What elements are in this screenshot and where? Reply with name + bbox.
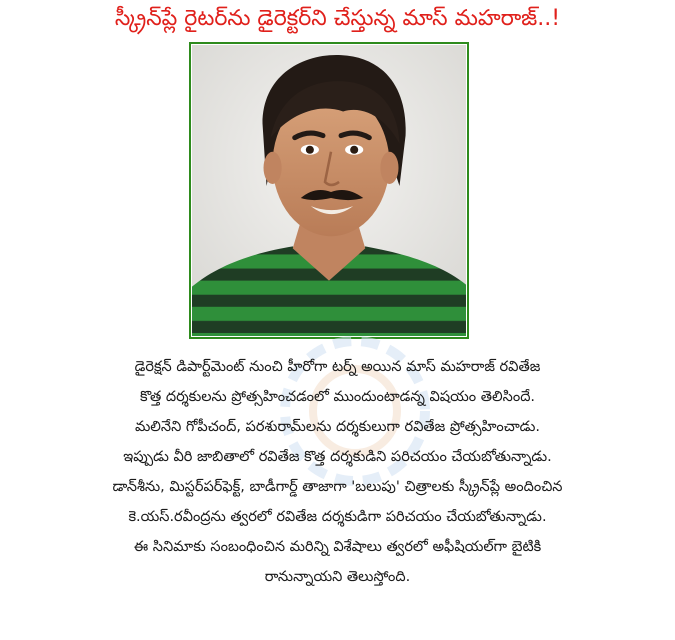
article-body (0, 352, 675, 592)
actor-portrait-image (192, 45, 466, 336)
article-line: ఈ సినిమాకు సంబంధించిన మరిన్ని విశేషాలు త్వరలో అఫీషియల్‌గా బైటికి (133, 539, 542, 555)
page-title: స్క్రీన్‌ప్లే రైటర్‌ను డైరెక్టర్‌ని చేస్తున్న మాస్ మహరాజ్..! (114, 6, 561, 31)
article-line: ఇప్పుడు వీరి జాబితాలో రవితేజ కొత్త దర్శకుడిని పరిచయం చేయబోతున్నాడు. (123, 449, 552, 465)
article-line: డాన్‌శీను, మిస్టర్‌పర్‌ఫెక్ట్, బాడీగార్డ్ తాజాగా 'బలుపు' చిత్రాలకు స్క్రీన్‌ప్లే అందించిన (112, 479, 563, 495)
article-line: మలినేని గోపీచంద్, పరశురామ్‌లను దర్శకులుగా రవితేజ ప్రోత్సహించాడు. (134, 419, 541, 435)
article-line: డైరెక్షన్ డిపార్ట్‌మెంట్ నుంచి హీరోగా టర్న్ అయిన మాస్ మహరాజ్ రవితేజ (134, 359, 541, 375)
article-line: రానున్నాయని తెలుస్తోంది. (264, 569, 411, 585)
article-line: కె.యస్.రవీంద్రను త్వరలో రవితేజ దర్శకుడిగా పరిచయం చేయబోతున్నాడు. (128, 509, 547, 525)
article-line: కొత్త దర్శకులను ప్రోత్సహించడంలో ముందుంటాడన్న విషయం తెలిసిందే. (139, 389, 536, 405)
photo-frame (189, 42, 469, 339)
actor-photo (192, 45, 466, 336)
